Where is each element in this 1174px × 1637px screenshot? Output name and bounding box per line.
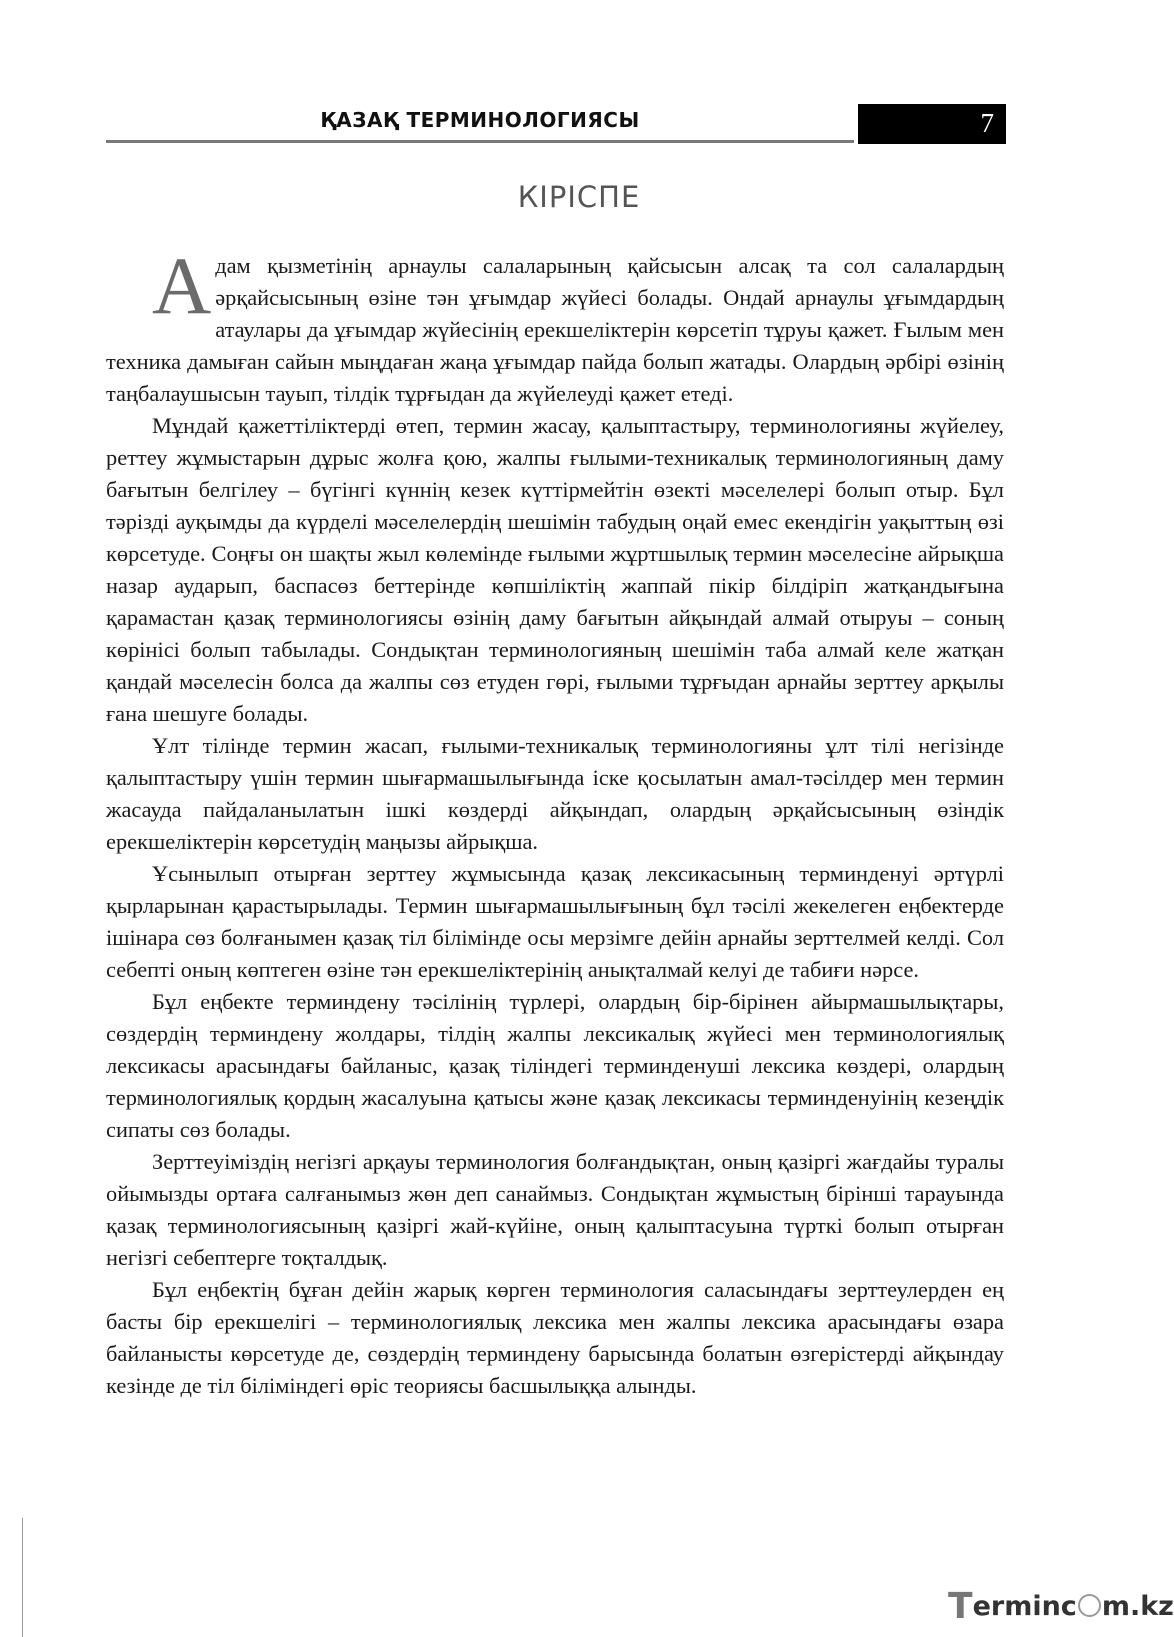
- running-header: [106, 104, 1006, 144]
- paragraph-text: дам қызметінің арнаулы салаларының қайсысын алсақ та сол салалардың әрқайсысының өзіне тән ұғымдар жүйесі болады. Ондай арнаулы ұғымдардың атаулары да ұғымдар жүйесінің ерекшеліктерін көрсетіп тұруы қажет. Ғылым мен техника дамыған сайын мыңдаған жаңа ұғымдар пайда болып жатады. Олардың әрбірі өзінің таңбалаушысын тауып, тілдік тұрғыдан да жүйелеуді қажет етеді.: [106, 253, 1004, 406]
- running-header-title: ҚАЗАҚ ТЕРМИНОЛОГИЯСЫ: [320, 108, 640, 132]
- paragraph: Бұл еңбекте терминдену тәсілінің түрлері, олардың бір-бірінен айырмашылықтары, сөздердің терминдену жолдары, тілдің жалпы лексикалық жүйесі мен терминологиялық лексикасы арасындағы байланыс, қазақ тіліндегі терминденуші лексика көздері, олардың терминологиялық қордың жасалуына қатысы және қазақ лексикасы терминденуінің кезеңдік сипаты сөз болады.: [106, 989, 1004, 1142]
- body-text: [106, 240, 1004, 1402]
- page-number: 7: [980, 108, 994, 138]
- paragraph: Ұсынылып отырған зерттеу жұмысында қазақ лексикасының терминденуі әртүрлі қырларынан қарастырылады. Термин шығармашылығының бұл тәсілі жекелеген еңбектерде ішінара сөз болғанымен қазақ тіл білімінде осы мерзімге дейін арнайы зерттелмей келді. Сол себепті оның көптеген өзіне тән ерекшеліктерінің анықталмай келуі де табиғи нәрсе.: [106, 861, 1004, 982]
- paragraph: [106, 240, 1004, 410]
- section-title: КІРІСПЕ: [517, 180, 641, 214]
- watermark-logo: [948, 1583, 1174, 1627]
- watermark-text-1: erminc: [972, 1591, 1077, 1622]
- watermark-o-ring: [1078, 1594, 1101, 1617]
- paragraph: Бұл еңбектің бұған дейін жарық көрген терминология саласындағы зерттеулерден ең басты бір ерекшелігі – терминологиялық лексика мен жалпы лексика арасындағы өзара байланысты көрсетуде де, сөздердің терминдену барысында болатын өзгерістерді айқындау кезінде де тіл біліміндегі өріс теориясы басшылыққа алынды.: [106, 1277, 1004, 1398]
- paragraph: Зерттеуіміздің негізгі арқауы терминология болғандықтан, оның қазіргі жағдайы туралы ойымызды ортаға салғанымыз жөн деп санаймыз. Сондықтан жұмыстың бірінші тарауында қазақ терминологиясының қазіргі жай-күйіне, оның қалыптасуына түрткі болып отырған негізгі себептерге тоқталдық.: [106, 1149, 1004, 1270]
- watermark-t: T: [948, 1586, 973, 1627]
- drop-cap: А: [152, 240, 212, 331]
- page-number-box: [858, 104, 1006, 144]
- paragraph: Ұлт тілінде термин жасап, ғылыми-техникалық терминологияны ұлт тілі негізінде қалыптастыру үшін термин шығармашылығында іске қосылатын амал-тәсілдер мен термин жасауда пайдаланылатын ішкі көздерді айқындап, олардың әрқайсысының өзіндік ерекшеліктерін көрсетудің маңызы айрықша.: [106, 733, 1004, 854]
- paragraph: Мұндай қажеттіліктерді өтеп, термин жасау, қалыптастыру, терминологияны жүйелеу, реттеу жұмыстарын дұрыс жолға қою, жалпы ғылыми-техникалық терминологияның даму бағытын белгілеу – бүгінгі күннің кезек күттірмейтін өзекті мәселелері болып отыр. Бұл тәрізді ауқымды да күрделі мәселелердің шешімін табудың оңай емес екендігін уақыттың өзі көрсетуде. Соңғы он шақты жыл көлемінде ғылыми жұртшылық термин мәселесіне айрықша назар аударып, баспасөз беттерінде көпшіліктің жаппай пікір білдіріп жатқандығына қарамастан қазақ терминологиясы өзінің даму бағытын айқындай алмай отыруы – соның көрінісі болып табылады. Сондықтан терминологияның шешімін таба алмай келе жатқан қандай мәселесін болса да жалпы сөз етуден гөрі, ғылыми тұрғыдан арнайы зерттеу арқылы ғана шешуге болады.: [106, 413, 1004, 726]
- header-rule: [106, 140, 854, 143]
- margin-line: [22, 1518, 23, 1637]
- watermark-text-2: m.kz: [1101, 1591, 1174, 1622]
